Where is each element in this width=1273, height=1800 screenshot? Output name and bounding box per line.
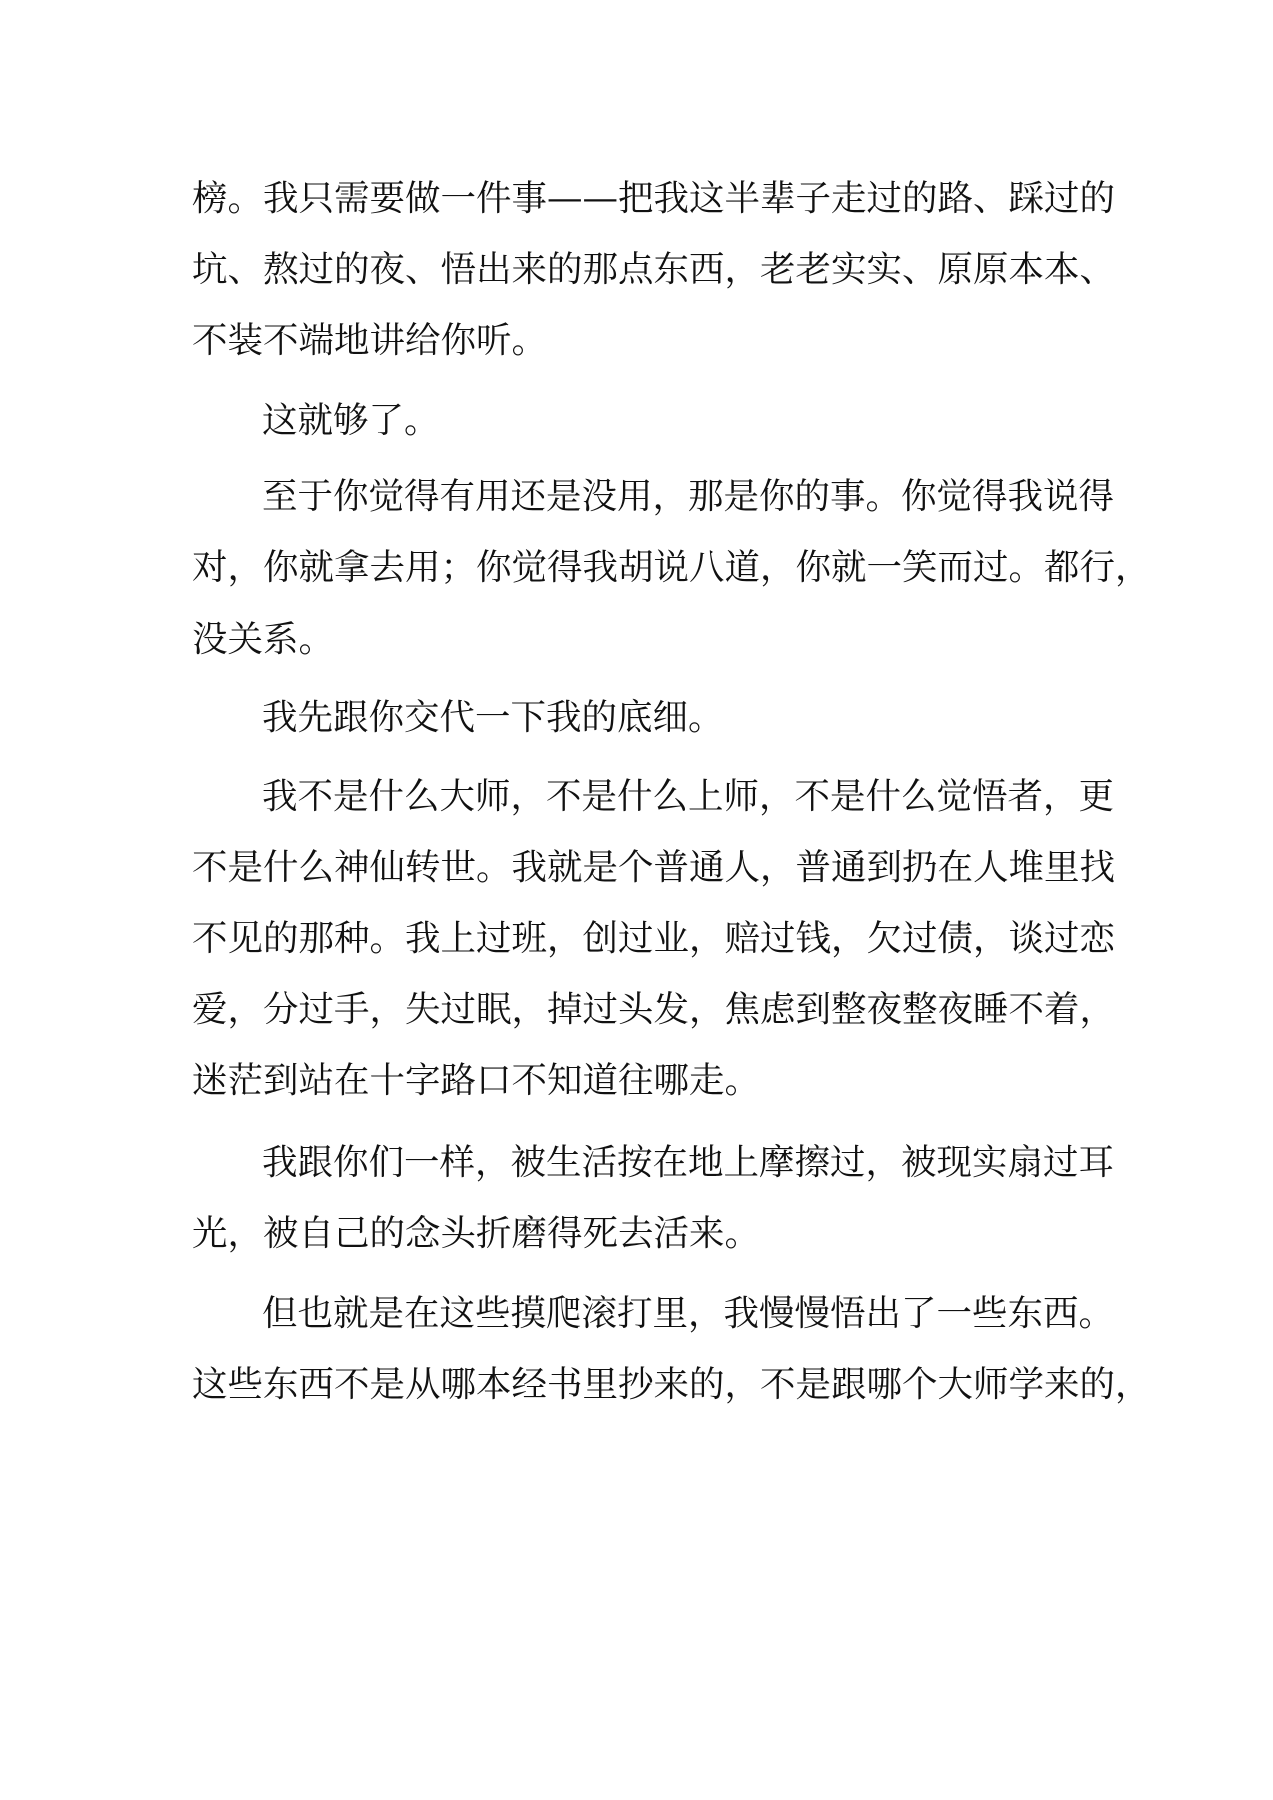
text-line: 对，你就拿去用；你觉得我胡说八道，你就一笑而过。都行， bbox=[192, 547, 1151, 588]
text-line: 这就够了。 bbox=[262, 400, 440, 441]
text-line: 不见的那种。我上过班，创过业，赔过钱，欠过债，谈过恋 bbox=[192, 918, 1116, 959]
text-line: 光，被自己的念头折磨得死去活来。 bbox=[192, 1213, 761, 1254]
text-line: 这些东西不是从哪本经书里抄来的，不是跟哪个大师学来的， bbox=[192, 1364, 1151, 1405]
text-line: 迷茫到站在十字路口不知道往哪走。 bbox=[192, 1060, 761, 1101]
text-line: 坑、熬过的夜、悟出来的那点东西，老老实实、原原本本、 bbox=[192, 249, 1116, 290]
text-line: 至于你觉得有用还是没用，那是你的事。你觉得我说得 bbox=[262, 476, 1115, 517]
text-line: 榜。我只需要做一件事——把我这半辈子走过的路、踩过的 bbox=[192, 178, 1116, 219]
text-line: 爱，分过手，失过眠，掉过头发，焦虑到整夜整夜睡不着， bbox=[192, 989, 1116, 1030]
text-line: 但也就是在这些摸爬滚打里，我慢慢悟出了一些东西。 bbox=[262, 1293, 1115, 1334]
text-line: 我先跟你交代一下我的底细。 bbox=[262, 697, 724, 738]
text-line: 我不是什么大师，不是什么上师，不是什么觉悟者，更 bbox=[262, 776, 1115, 817]
text-line: 不装不端地讲给你听。 bbox=[192, 320, 548, 361]
text-line: 不是什么神仙转世。我就是个普通人，普通到扔在人堆里找 bbox=[192, 847, 1116, 888]
text-line: 我跟你们一样，被生活按在地上摩擦过，被现实扇过耳 bbox=[262, 1142, 1115, 1183]
text-line: 没关系。 bbox=[192, 619, 335, 660]
